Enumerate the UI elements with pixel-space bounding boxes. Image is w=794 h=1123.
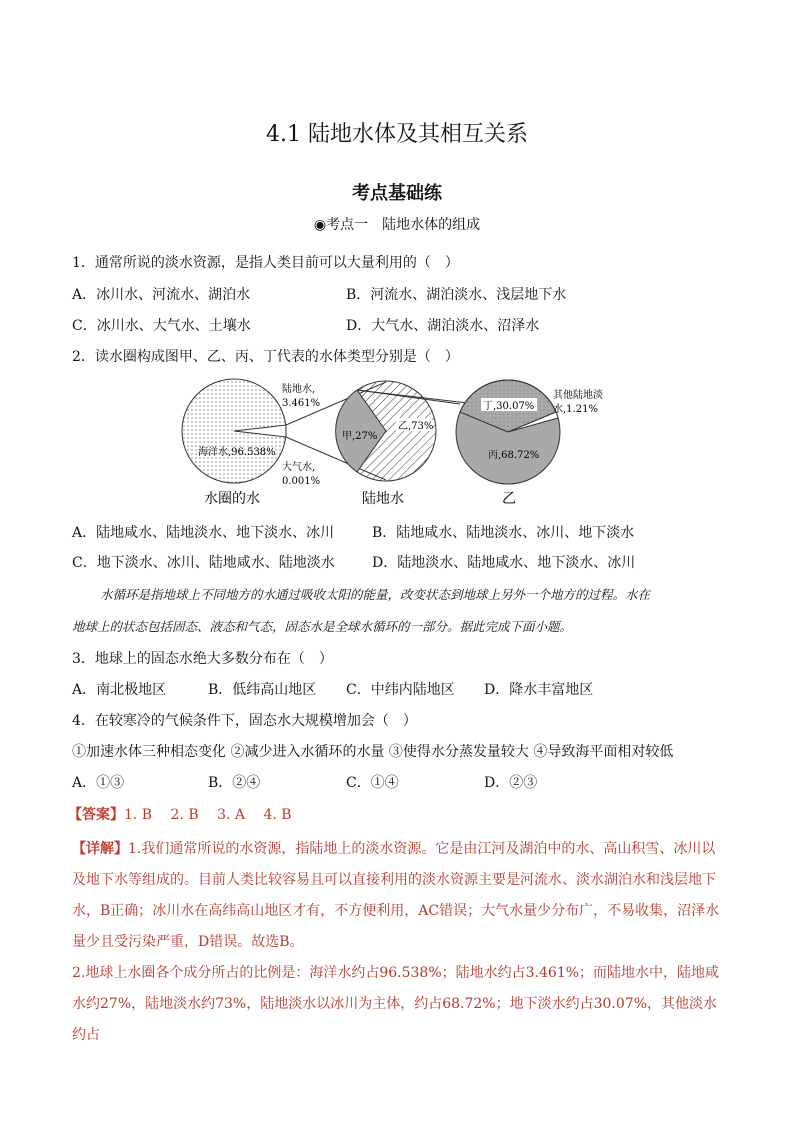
q2-option-b: B．陆地咸水、陆地淡水、冰川、地下淡水 [372,525,635,541]
q1-option-c: C．冰川水、大气水、土壤水 [72,318,251,334]
q1-stem: 1．通常所说的淡水资源，是指人类目前可以大量利用的（ ） [72,255,459,271]
answer-block [68,804,292,824]
q1-option-a: A．冰川水、河流水、湖泊水 [72,287,251,303]
pie1-caption: 水圈的水 [204,491,260,507]
section-heading: 考点基础练 [352,183,442,204]
jia-label: 甲,27% [342,431,378,442]
bing-label: 丙,68.72% [488,450,540,461]
q2-stem: 2．读水圈构成图甲、乙、丙、丁代表的水体类型分别是（ ） [72,349,459,365]
detail-text-1: 1.我们通常所说的水资源，指陆地上的淡水资源。它是由江河及湖泊中的水、高山积雪、冰川以及地下水等组成的。目前人类比较容易且可以直接利用的淡水资源主要是河流水、淡水湖泊水和浅层地下水，B正确；冰川水在高纬高山地区才有，不方便利用，AC错误；大气水量少分布广，不易收集，沼泽水量少且受污染严重，D错误。故选B。 [72,841,720,950]
q2-option-a: A．陆地咸水、陆地淡水、地下淡水、冰川 [72,525,335,541]
q4-option-a: A．①③ [72,775,125,791]
passage-line-2: 地球上的状态包括固态、液态和气态，固态水是全球水循环的一部分。据此完成下面小题。 [72,619,573,634]
detail-paragraph-2: 2.地球上水圈各个成分所占的比例是：海洋水约占96.538%；陆地水约占3.461%；而陆地水中，陆地咸水约27%，陆地淡水约73%，陆地淡水以冰川为主体，约占68.72%；地下淡水约占30.07%，其他淡水约占 [72,965,720,1043]
hydrosphere-figure [170,376,640,510]
pie3-caption: 乙 [502,491,516,507]
land-water-label: 陆地水, [282,384,316,395]
detail-label: 【详解】 [72,841,128,857]
q3-option-b: B．低纬高山地区 [208,682,317,698]
q3-stem: 3．地球上的固态水绝大多数分布在（ ） [72,651,333,667]
answer-label: 【答案】 [68,807,124,823]
ding-label: 丁,30.07% [483,401,535,412]
ocean-label: 海洋水,96.538% [198,447,276,458]
q4-option-b: B．②④ [208,775,261,791]
q4-option-d: D．②③ [484,775,538,791]
yi-label: 乙,73% [398,421,434,432]
q3-option-d: D．降水丰富地区 [484,682,594,698]
q3-option-c: C．中纬内陆地区 [346,682,455,698]
atmosphere-value: 0.001% [282,476,321,487]
q1-option-d: D．大气水、湖泊淡水、沼泽水 [346,318,540,334]
topic-heading: ◉考点一 陆地水体的组成 [313,217,481,233]
other-fresh-value: 水,1.21% [553,404,598,415]
atmosphere-label: 大气水, [282,462,316,473]
land-water-value: 3.461% [282,398,321,409]
q2-option-c: C．地下淡水、冰川、陆地咸水、陆地淡水 [72,555,335,571]
page-title: 4.1 陆地水体及其相互关系 [266,122,528,147]
pie2-caption: 陆地水 [362,491,404,507]
other-fresh-label: 其他陆地淡 [553,390,603,401]
detail-paragraph-1 [72,834,722,958]
q3-option-a: A．南北极地区 [72,682,167,698]
q4-stem: 4．在较寒冷的气候条件下，固态水大规模增加会（ ） [72,713,417,729]
q1-option-b: B．河流水、湖泊淡水、浅层地下水 [346,287,567,303]
q2-option-d: D．陆地淡水、陆地咸水、地下淡水、冰川 [372,555,636,571]
q4-statements: ①加速水体三种相态变化 ②减少进入水循环的水量 ③使得水分蒸发量较大 ④导致海平面相对较低 [72,744,674,760]
answer-text: 1. B 2. B 3. A 4. B [124,807,292,823]
q4-option-c: C．①④ [346,775,399,791]
passage-line-1: 水循环是指地球上不同地方的水通过吸收太阳的能量，改变状态到地球上另外一个地方的过程。水在 [100,587,651,602]
